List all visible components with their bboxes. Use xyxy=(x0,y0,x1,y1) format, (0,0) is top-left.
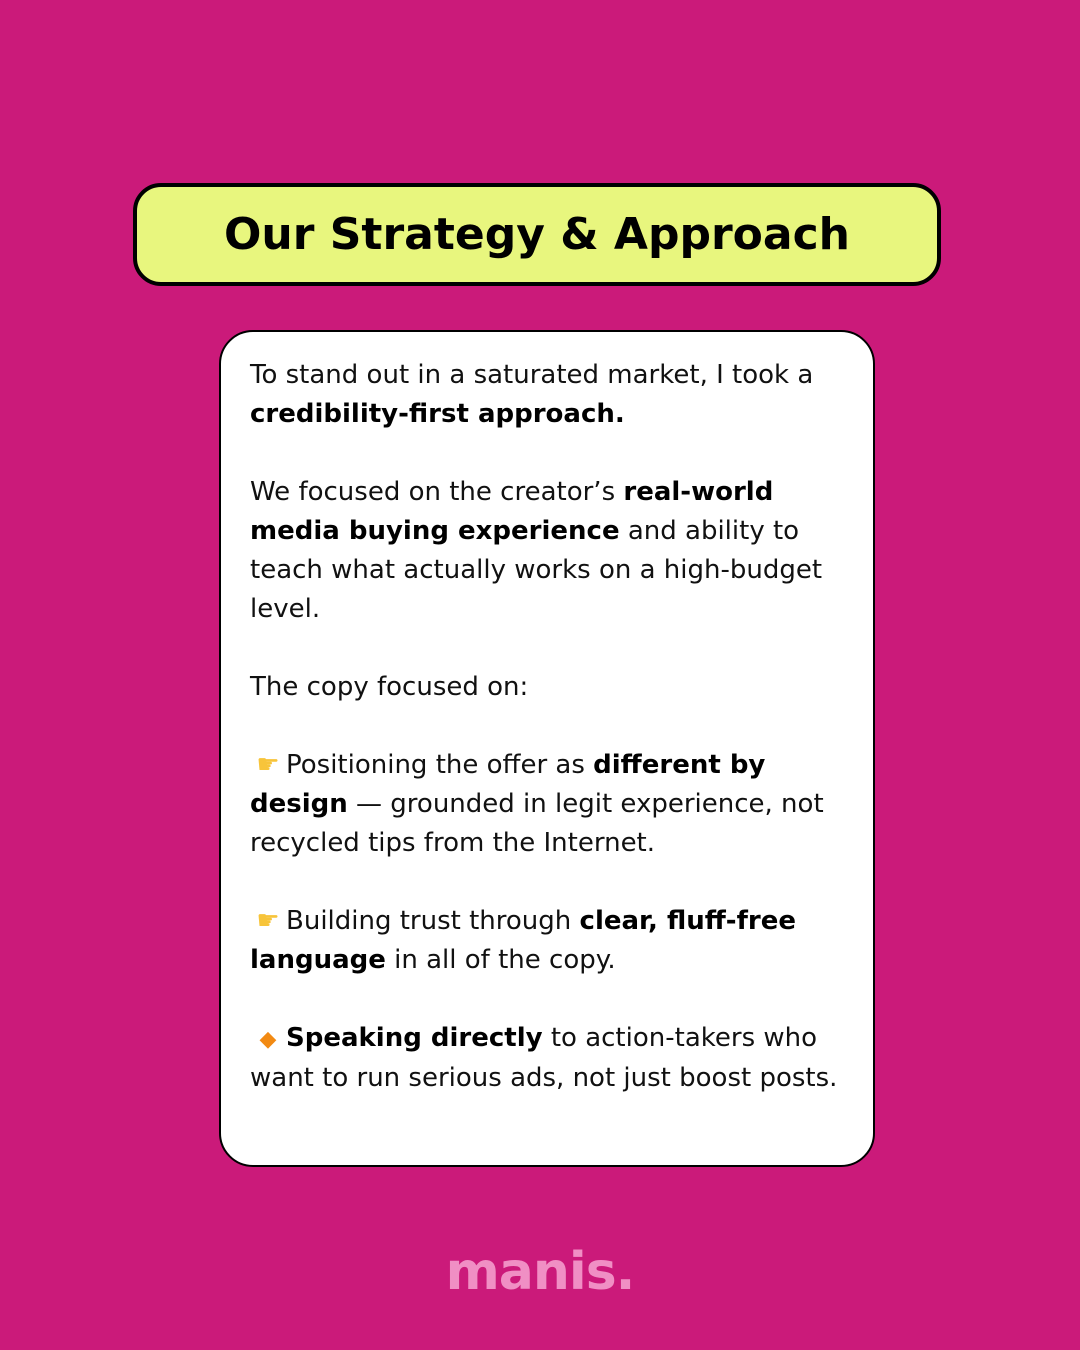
focus-paragraph xyxy=(250,473,851,629)
page-title: Our Strategy & Approach xyxy=(224,209,850,260)
intro-paragraph xyxy=(250,356,851,434)
focus-bold: real-world media buying experience xyxy=(250,477,774,546)
bullet-trust xyxy=(250,902,851,980)
title-banner xyxy=(133,183,941,286)
bullet-positioning-bold: different by design xyxy=(250,750,766,819)
focus-text-a: We focused on the creator’s xyxy=(250,477,624,507)
bullet-trust-text-b: in all of the copy. xyxy=(385,945,616,975)
bullet-positioning-text-b: — grounded in legit experience, not recycled tips from the Internet. xyxy=(250,789,824,858)
orange-diamond-icon: ◆ xyxy=(259,1027,277,1052)
pointing-hand-icon: ☛ xyxy=(256,750,280,780)
brand-logo: manis. xyxy=(445,1242,635,1302)
bullet-trust-text-a: Building trust through xyxy=(286,906,580,936)
pointing-hand-icon: ☛ xyxy=(256,906,280,936)
bullet-speaking xyxy=(250,1019,851,1098)
intro-text: To stand out in a saturated market, I took a xyxy=(250,360,814,390)
bullet-positioning xyxy=(250,746,851,863)
focus-text-b: and ability to teach what actually works on a high-budget level. xyxy=(250,516,823,624)
bullet-positioning-text-a: Positioning the offer as xyxy=(286,750,594,780)
bullet-speaking-text-b: to action-takers who want to run serious ads, not just boost posts. xyxy=(250,1023,838,1093)
bullet-trust-bold: clear, fluff-free language xyxy=(250,906,796,975)
content-card xyxy=(219,330,875,1167)
bullet-speaking-bold: Speaking directly xyxy=(286,1023,543,1053)
intro-bold: credibility-first approach. xyxy=(250,399,625,429)
copy-focused-heading: The copy focused on: xyxy=(250,672,529,702)
